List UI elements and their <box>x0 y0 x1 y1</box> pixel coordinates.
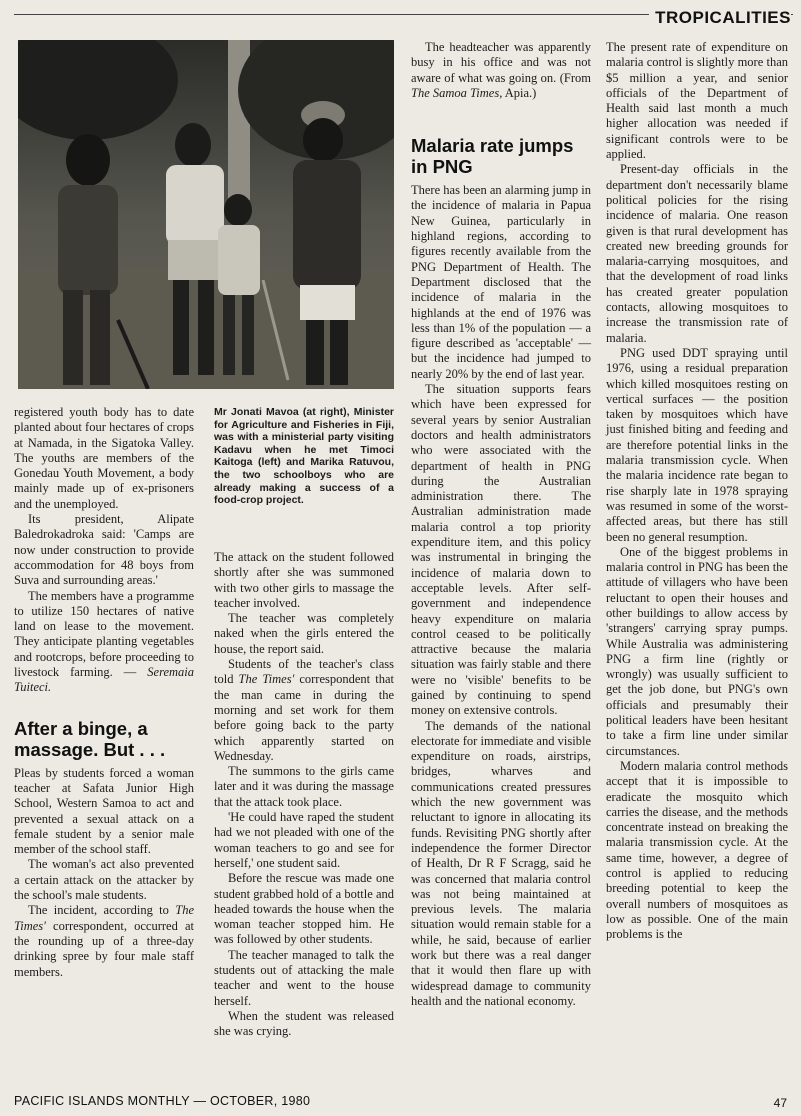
binge-paragraph-12 <box>411 40 591 101</box>
news-photo <box>18 40 394 389</box>
binge-paragraph-4: The attack on the student followed shortly after she was summoned with two other girls to massage the teacher involved. <box>214 550 394 610</box>
binge-paragraph-3-a: The incident, according to <box>28 903 169 918</box>
publication-footer: PACIFIC ISLANDS MONTHLY — OCTOBER, 1980 <box>14 1094 311 1108</box>
youth-paragraph-3 <box>14 589 194 696</box>
source-name: The Samoa Times <box>411 85 500 100</box>
malaria-paragraph-7: One of the biggest problems in malaria control in PNG has been the attitude of villagers who have been reluctant to open their houses and other buildings to allow access by 'strangers' carrying spray pumps. While Australia was administering PNG a firm line (rightly or wrongly) was usually sufficient to get the job done, but PNG's own officials and presumably their political leaders have been hesitant to take a firm line under similar circumstances. <box>606 544 788 758</box>
youth-paragraph-3-text: The members have a programme to utilize 150 hectares of native land on lease to the movement. They anticipate planting vegetables and rootcrops, before proceeding to livestock farming. — <box>14 588 194 680</box>
malaria-paragraph-5: Present-day officials in the department don't necessarily blame political policies for the rising incidence of malaria. One reason given is that rural development has created new breeding grounds for malaria-carrying mosquitoes, and that the development of road links has created greater population contacts, allowing mosquitoes to increase the transmission rate of malaria. <box>606 162 788 345</box>
binge-paragraph-11: When the student was released she was crying. <box>214 1008 394 1039</box>
youth-paragraph-1: registered youth body has to date planted about four hectares of crops at Namada, in the Sigatoka Valley. The youths are members of the Gonedau Youth Movement, a body mainly made up of ex-prisoners and the unemployed. <box>14 405 194 511</box>
binge-paragraph-9: Before the rescue was made one student grabbed hold of a bottle and headed towards the house when the woman teacher stopped him. He was followed by other students. <box>214 871 394 947</box>
malaria-headline: Malaria rate jumps in PNG <box>411 135 574 178</box>
binge-paragraph-8: 'He could have raped the student had we not pleaded with one of the woman teachers to go and see for herself,' one student said. <box>214 810 394 870</box>
column-3 <box>411 40 591 1009</box>
youth-paragraph-2: Its president, Alipate Baledrokadroka said: 'Camps are now under construction to provide accommodation for 48 boys from Suva and surrounding areas.' <box>14 512 194 588</box>
byline: Seremaia Tuiteci. <box>14 665 195 695</box>
binge-paragraph-2: The woman's act also prevented a certain attack on the attacker by the school's male students. <box>14 857 194 903</box>
binge-paragraph-7: The summons to the girls came later and it was during the massage that the attack took place. <box>214 764 394 809</box>
photo-of-four-people-in-field-icon <box>18 40 394 389</box>
column-1 <box>14 405 194 980</box>
binge-headline: After a binge, a massage. But . . . <box>14 717 166 760</box>
column-4 <box>606 40 788 943</box>
page-number: 47 <box>773 1096 787 1110</box>
binge-paragraph-6-b: correspondent that the man came in during the morning and set work for them before going back to the party which apparently started on Wednesday. <box>214 672 394 763</box>
source-name: The Times' <box>14 903 195 933</box>
column-2 <box>214 550 394 1040</box>
binge-paragraph-6 <box>214 657 394 764</box>
malaria-paragraph-4: The present rate of expenditure on malaria control is slightly more than $5 million a year, and senior officials of the Department of Health said last month a much higher allocation was needed if significant controls were to be applied. <box>606 40 788 162</box>
binge-paragraph-12-a: The headteacher was apparently busy in his office and was not aware of what was going on. (From <box>411 40 591 85</box>
binge-paragraph-6-a: Students of the teacher's class told <box>214 657 394 687</box>
photo-caption: Mr Jonati Mavoa (at right), Minister for Agriculture and Fisheries in Fiji, was with a ministerial party visiting Kadavu when he met Timoci Kaitoga (left) and Marika Ratuvou, the two schoolboys who are already making a success of a food-crop project. <box>214 406 394 507</box>
malaria-paragraph-3: The demands of the national electorate for immediate and visible expenditure on roads, airstrips, bridges, wharves and communications created pressures which the new government was reluctant to ignore in allocating its funds. Revisiting PNG shortly after independence the former Director of Health, Dr R F Scragg, said he was concerned that malaria control was not being maintained at previous levels. The malaria situation would remain stable for a while, he said, because of earlier work but there was a real danger that it would then flare up with widespread damage to community health and the national economy. <box>411 718 591 1008</box>
binge-paragraph-10: The teacher managed to talk the students out of attacking the male teacher and went to the house herself. <box>214 947 394 1008</box>
binge-paragraph-12-b: , Apia.) <box>499 85 537 100</box>
malaria-paragraph-1: There has been an alarming jump in the incidence of malaria in Papua New Guinea, particularly in highland regions, according to figures recently available from the PNG Department of Health. The Department disclosed that the incidence of malaria in the highlands at the end of 1976 was less than 1% of the population — a figure described as 'acceptable' — but the incidence had jumped to nearly 20% by the end of last year. <box>411 183 591 381</box>
malaria-paragraph-8: Modern malaria control methods accept that it is impossible to eradicate the mosquito which carries the disease, and the methods concentrate instead on breaking the malaria transmission cycle. At the same time, however, a degree of control is applied to reducing breeding potential to keep the overall numbers of mosquitoes as low as possible. One of the main problems is the <box>606 758 788 942</box>
malaria-paragraph-6: PNG used DDT spraying until 1976, using a residual preparation which killed mosquitoes resting on vertical surfaces — the position taken by mosquitoes which have just finished biting and feeding and are therefore potential links in the malaria transmission cycle. When the malaria incidence rate began to rise sharply late in 1978 spraying was resumed in some of the worst-affected areas, but there has still been no general resumption. <box>606 345 788 544</box>
binge-paragraph-5: The teacher was completely naked when the girls entered the house, the report said. <box>214 611 394 656</box>
binge-paragraph-3-b: correspondent, occurred at the rounding up of a three-day drinking spree by four male staff members. <box>14 918 194 979</box>
section-title: TROPICALITIES <box>649 8 791 28</box>
malaria-paragraph-2: The situation supports fears which have been expressed for several years by senior Australian doctors and health administrators who were associated with the department of health in PNG during the Australian administration there. The Australian administration made malaria control a top priority expenditure item, and this policy was instrumental in bringing the incidence of malaria down to acceptable levels. After self-government and independence heavy expenditure on malaria control ceased to be politically attractive because the malaria situation was fairly stable and there were no 'visible' benefits to be gained by continuing to spend money on extensive controls. <box>411 382 591 718</box>
source-name: The Times' <box>238 672 295 687</box>
binge-paragraph-1: Pleas by students forced a woman teacher at Safata Junior High School, Western Samoa to act and prevented a sexual attack on a female student by a senior male member of the school staff. <box>14 765 194 857</box>
binge-paragraph-3 <box>14 903 194 979</box>
